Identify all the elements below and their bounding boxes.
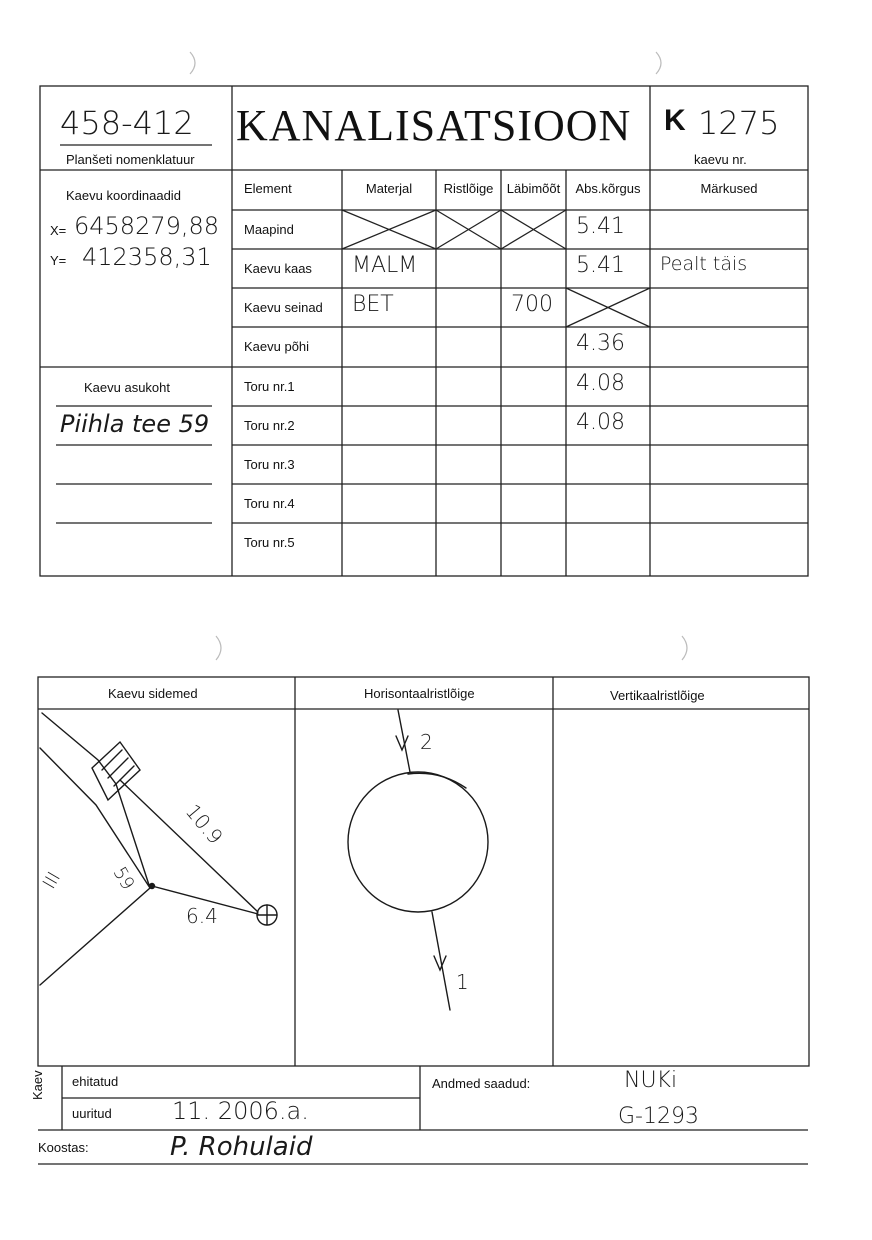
well-number-label: kaevu nr. [694, 152, 747, 167]
col-header-diameter: Läbimõõt [506, 181, 561, 196]
house-mark-label: III [38, 868, 66, 893]
row-element-label: Toru nr.5 [244, 535, 295, 550]
source-value-2: G-1293 [618, 1104, 699, 1129]
nomenclature-label: Planšeti nomenklatuur [66, 152, 195, 167]
vertical-section-heading: Vertikaalristlõige [610, 688, 705, 703]
row-element-label: Kaevu kaas [244, 261, 312, 276]
nomenclature-value: 458-412 [60, 104, 194, 142]
pipe-out-label: 1 [456, 970, 469, 994]
row-element-label: Toru nr.3 [244, 457, 295, 472]
page-title: KANALISATSIOON [236, 101, 632, 150]
built-label: ehitatud [72, 1074, 119, 1089]
location-value: Piihla tee 59 [60, 410, 210, 438]
y-prefix: Y= [50, 253, 67, 268]
pipe-in-label: 2 [420, 730, 433, 754]
coordinates-label: Kaevu koordinaadid [66, 188, 181, 203]
distance-label-a: 10.9 [180, 799, 228, 849]
x-coordinate: 6458279,88 [74, 212, 220, 240]
y-coordinate: 412358,31 [82, 243, 212, 271]
col-header-notes: Märkused [700, 181, 758, 196]
surveyed-value: 11. 2006.a. [172, 1097, 309, 1125]
x-prefix: X= [50, 223, 67, 238]
table-cell-abs: 4.08 [576, 371, 625, 396]
table-cell-abs: 5.41 [576, 214, 625, 239]
row-element-label: Maapind [244, 222, 294, 237]
col-header-cross-section: Ristlõige [443, 181, 494, 196]
well-prefix: K [664, 104, 686, 137]
table-cell-notes: Pealt täis [660, 253, 748, 275]
col-header-abs-height: Abs.kõrgus [575, 181, 641, 196]
source-label: Andmed saadud: [432, 1076, 531, 1091]
col-header-material: Materjal [365, 181, 413, 196]
row-element-label: Toru nr.2 [244, 418, 295, 433]
table-cell-abs: 5.41 [576, 253, 625, 278]
surveyed-label: uuritud [72, 1106, 112, 1121]
table-cell-material: MALM [352, 253, 418, 278]
compiled-value: P. Rohulaid [170, 1132, 313, 1162]
col-header-element: Element [244, 181, 292, 196]
source-value-1: NUKi [624, 1068, 678, 1093]
table-cell-diameter: 700 [511, 292, 553, 317]
distance-label-b: 6.4 [186, 904, 218, 928]
row-element-label: Kaevu põhi [244, 339, 310, 354]
table-cell-material: BET [352, 292, 394, 317]
connections-heading: Kaevu sidemed [108, 686, 198, 701]
location-label: Kaevu asukoht [84, 380, 171, 395]
row-element-label: Kaevu seinad [244, 300, 323, 315]
well-number: 1275 [698, 104, 780, 142]
compiled-label: Koostas: [38, 1140, 89, 1155]
house-number-label: 59 [108, 863, 139, 894]
footer-side-label: Kaev [30, 1070, 45, 1100]
horizontal-section-heading: Horisontaalristlõige [364, 686, 475, 701]
table-cell-abs: 4.08 [576, 410, 625, 435]
row-element-label: Toru nr.1 [244, 379, 295, 394]
row-element-label: Toru nr.4 [244, 496, 295, 511]
table-cell-abs: 4.36 [576, 331, 625, 356]
